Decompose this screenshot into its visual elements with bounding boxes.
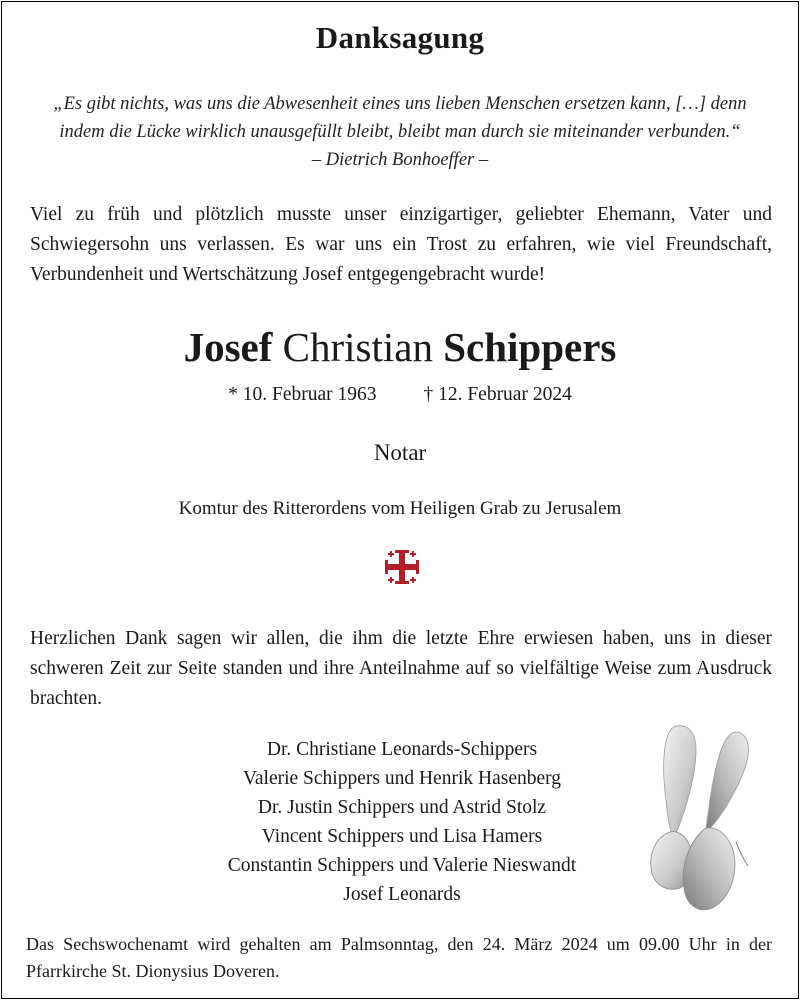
heading: Danksagung xyxy=(315,20,485,55)
service-notice: Das Sechswochenamt wird gehalten am Palmsonntag, den 24. März 2024 um 09.00 Uhr in der Pfarrkirche St. Dionysius Doveren. xyxy=(26,934,772,981)
last-name: Schippers xyxy=(443,324,617,370)
intro-paragraph: Viel zu früh und plötzlich musste unser einzigartiger, geliebter Ehemann, Vater und Schwiegersohn uns verlassen. Es war uns ein Trost zu erfahren, wie viel Freundschaft, Verbundenheit und Wertschätzung Josef entgegengebracht wurde! xyxy=(30,204,772,285)
quote xyxy=(22,90,778,174)
quote-line-1: „Es gibt nichts, was uns die Abwesenheit eines uns lieben Menschen ersetzen kann, […] denn xyxy=(53,94,747,114)
family-member: Dr. Christiane Leonards-Schippers xyxy=(266,739,538,760)
first-name: Josef xyxy=(183,324,273,370)
birth-date: * 10. Februar 1963 xyxy=(228,384,377,405)
profession: Notar xyxy=(373,440,427,465)
thanks-paragraph: Herzlichen Dank sagen wir allen, die ihm die letzte Ehre erwiesen haben, uns in dieser schweren Zeit zur Seite standen und ihre Anteilnahme auf so vielfältige Weise zum Ausdruck brachten. xyxy=(30,628,772,709)
obituary-card xyxy=(1,1,799,999)
family-list xyxy=(152,735,652,909)
deceased-name xyxy=(2,322,798,372)
quote-author: – Dietrich Bonhoeffer – xyxy=(311,150,489,170)
order-title: Komtur des Ritterordens vom Heiligen Grab zu Jerusalem xyxy=(178,498,622,519)
family-member: Josef Leonards xyxy=(343,884,461,905)
family-member: Dr. Justin Schippers und Astrid Stolz xyxy=(257,797,547,818)
butterfly-icon xyxy=(640,720,758,920)
middle-name: Christian xyxy=(282,324,433,370)
family-member: Vincent Schippers und Lisa Hamers xyxy=(261,826,543,847)
jerusalem-cross-icon xyxy=(383,548,421,586)
life-dates xyxy=(2,384,798,406)
family-member: Constantin Schippers und Valerie Nieswandt xyxy=(227,855,577,876)
quote-line-2: indem die Lücke wirklich unausgefüllt bleibt, bleibt man durch sie miteinander verbunden.“ xyxy=(59,122,741,142)
family-member: Valerie Schippers und Henrik Hasenberg xyxy=(242,768,562,789)
death-date: † 12. Februar 2024 xyxy=(423,384,572,405)
